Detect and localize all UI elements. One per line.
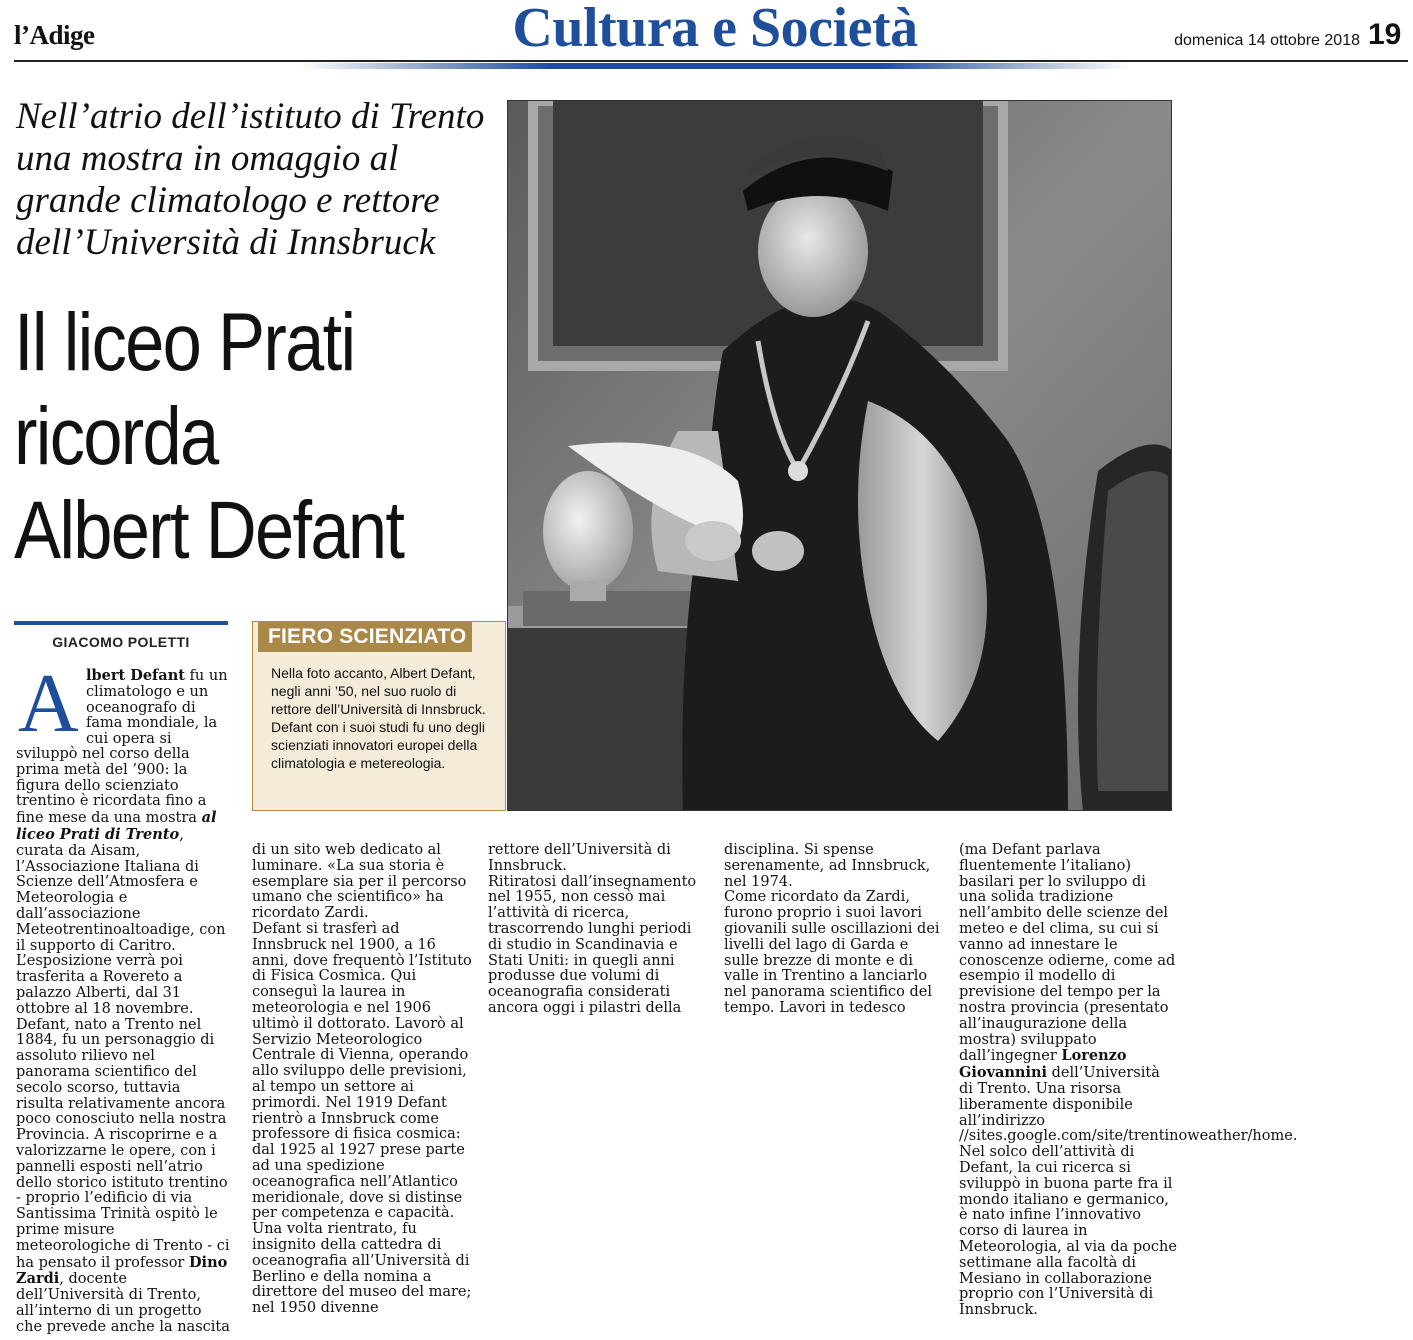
byline: GIACOMO POLETTI	[52, 634, 190, 650]
drop-cap: A	[18, 657, 79, 750]
portrait-image	[508, 101, 1172, 811]
header-accent-rule	[300, 63, 1130, 69]
article-column-3	[488, 843, 708, 1017]
article-column-4	[724, 843, 942, 1017]
section-title: Cultura e Società	[512, 0, 918, 59]
person-name: Dino Zardi	[16, 1253, 228, 1288]
headline-line: Albert Defant	[14, 485, 404, 576]
issue-date: domenica 14 ottobre 2018	[1174, 32, 1360, 49]
person-name: Lorenzo Giovannini	[959, 1047, 1127, 1082]
paragraph: L’esposizione verrà poi trasferita a Rovereto a palazzo Alberti, dal 31 ottobre al 18 novembre.	[16, 953, 194, 1017]
article-column-1-lead	[86, 668, 228, 748]
paragraph: (ma Defant parlava fluentemente l’italiano) basilari per lo sviluppo di una solida tradizione nell’ambito delle scienze del meteo e del clima, su cui si vanno ad innestare le conoscenze odierne, come ad esempio il modello di previsione del tempo per la nostra provincia (presentato all’inaugurazione della mostra) sviluppato dall’ingegner Lorenzo Giovannini dell’Università di Trento. Una risorsa liberamente disponibile all’indirizzo //sites.google.com/site/trentinoweather/home.	[959, 842, 1298, 1145]
caption-title: FIERO SCIENZIATO	[258, 622, 472, 652]
portrait-photo	[507, 100, 1172, 811]
headline-line: Il liceo Prati	[14, 297, 355, 388]
caption-text: Nella foto accanto, Albert Defant, negli anni ’50, nel suo ruolo di rettore dell’Università di Innsbruck. Defant con i suoi studi fu uno degli scienziati innovatori europei della climatologia e metereologia.	[271, 665, 486, 771]
paragraph: Defant, nato a Trento nel 1884, fu un personaggio di assoluto rilievo nel panorama scientifico del secolo scorso, tuttavia risulta relativamente ancora poco conosciuto nella nostra Provincia. A riscoprirne e a valorizzarne le opere, con i pannelli esposti nell’atrio dello storico istituto trentino - proprio l’edificio di via Santissima Trinità ospitò le prime misure meteorologiche di Trento - ci ha pensato il professor Dino Zardi, docente dell’Università di Trento, all’interno di un progetto che prevede anche la nascita	[16, 1016, 230, 1335]
article-column-2	[252, 843, 472, 1317]
byline-rule	[14, 621, 228, 625]
paragraph: Come ricordato da Zardi, furono proprio i suoi lavori giovanili sulle oscillazioni dei livelli del lago di Garda e sulle brezze di monte e di valle in Trentino a lanciarlo nel panorama scientifico del tempo. Lavori in tedesco	[724, 889, 940, 1016]
paragraph: Defant si trasferì ad Innsbruck nel 1900, a 16 anni, dove frequentò l’Istituto di Fisica Cosmica. Qui conseguì la laurea in meteorologia e nel 1906 ultimò il dottorato. Lavorò al Servizio Meteorologico Centrale di Vienna, operando allo sviluppo delle previsioni, al tempo un settore ai primordi. Nel 1919 Defant rientrò a Innsbruck come professore di fisica cosmica: dal 1925 al 1927 prese parte ad una spedizione oceanografica nell’Atlantico meridionale, dove si distinse per competenza e capacità. Una volta rientrato, fu insignito della cattedra di oceanografia all’Università di Berlino e della nomina a direttore del museo del mare; nel 1950 divenne	[252, 920, 472, 1317]
paragraph: disciplina. Si spense serenamente, ad Innsbruck, nel 1974.	[724, 842, 931, 890]
lead-text: fu un climatologo e un oceanografo di fama mondiale, la cui opera si	[86, 668, 228, 748]
article-headline	[14, 296, 435, 578]
header-rule	[14, 60, 1408, 62]
venue-emphasis: al liceo Prati di Trento	[16, 809, 217, 843]
article-column-5	[959, 842, 1298, 1319]
article-kicker: Nell’atrio dell’istituto di Trento una mostra in omaggio al grande climatologo e rettore dell’Università di Innsbruck	[16, 96, 485, 263]
article-column-1	[16, 747, 230, 1335]
headline-line: ricorda	[14, 391, 218, 482]
paragraph: di un sito web dedicato al luminare. «La sua storia è esemplare sia per il percorso umano che scientifico» ha ricordato Zardi.	[252, 842, 467, 922]
lead-name: lbert Defant	[86, 667, 185, 684]
paragraph: rettore dell’Università di Innsbruck.	[488, 842, 671, 874]
masthead-logo: l’Adige	[14, 20, 95, 50]
paragraph: sviluppò nel corso della prima metà del ’900: la figura dello scienziato trentino è ricordata fino a fine mese da una mostra al liceo Prati di Trento, curata da Aisam, l’Associazione Italiana di Scienze dell’Atmosfera e Meteorologia e dall’associazione Meteotrentinoaltoadige, con il supporto di Caritro.	[16, 746, 226, 954]
page-number: 19	[1368, 18, 1402, 51]
paragraph: Ritiratosi dall’insegnamento nel 1955, non cessò mai l’attività di ricerca, trascorrendo lunghi periodi di studio in Scandinavia e Stati Uniti: in quegli anni produsse due volumi di oceanografia considerati ancora oggi i pilastri della	[488, 873, 697, 1016]
paragraph: Nel solco dell’attività di Defant, la cui ricerca si sviluppò in buona parte fra il mondo italiano e germanico, è nato infine l’innovativo corso di laurea in Meteorologia, al via da poche settimane alla facoltà di Mesiano in collaborazione proprio con l’Università di Innsbruck.	[959, 1144, 1177, 1319]
